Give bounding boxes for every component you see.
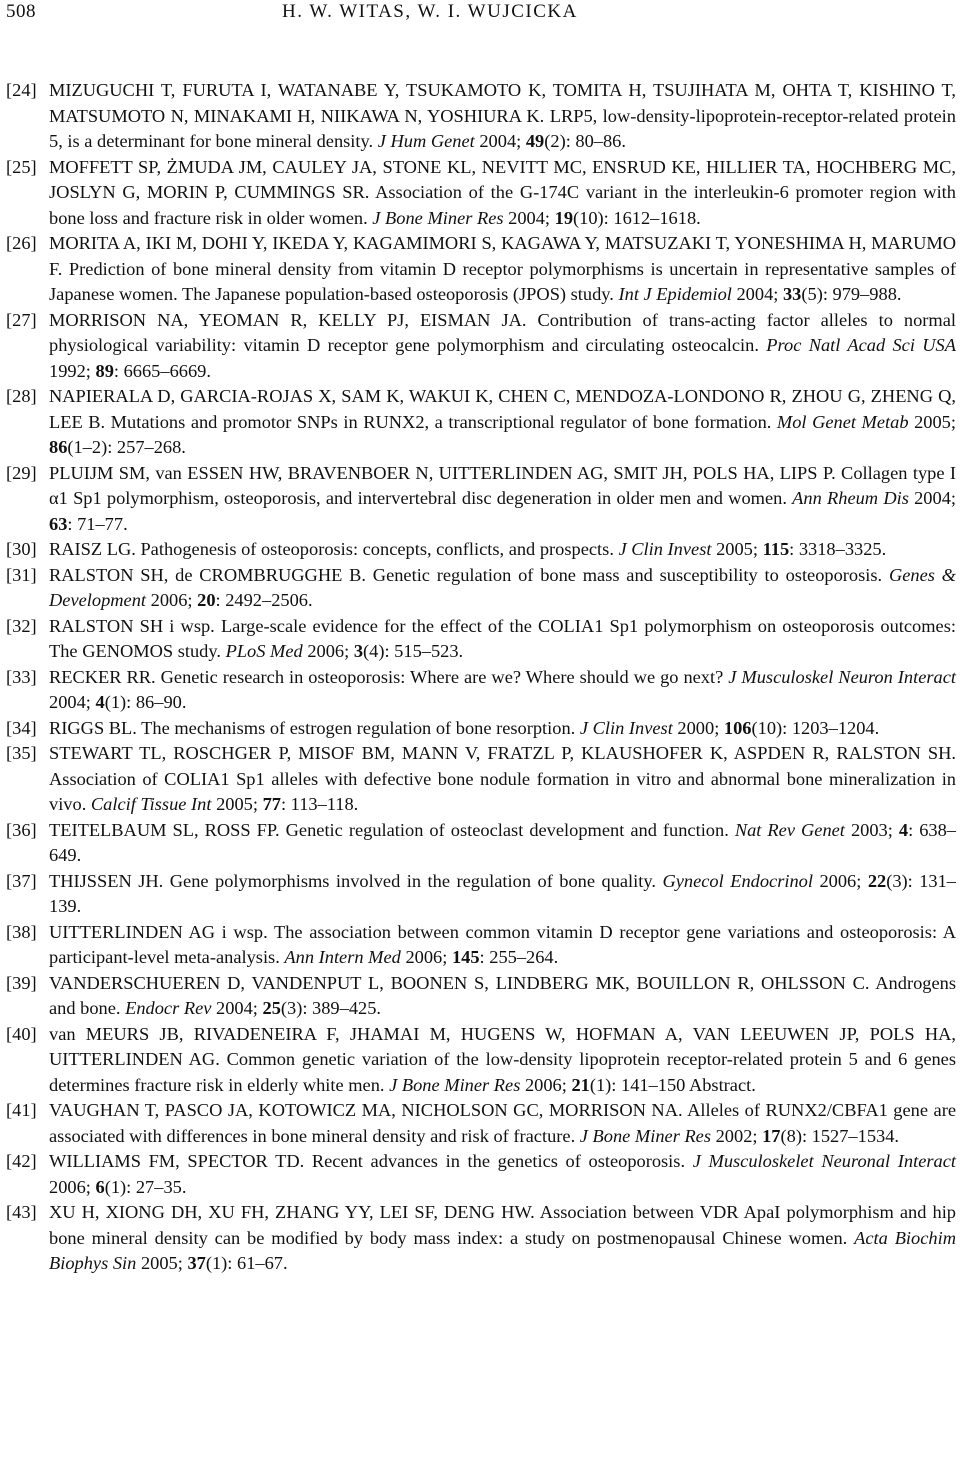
reference-journal: Endocr Rev — [125, 998, 212, 1018]
reference-volume: 77 — [262, 794, 281, 814]
reference-journal: Proc Natl Acad Sci USA — [766, 335, 956, 355]
reference-pages: : 113–118. — [280, 794, 359, 814]
reference-journal: Ann Rheum Dis — [792, 488, 909, 508]
reference-journal: J Clin Invest — [579, 717, 673, 738]
reference-pages: : 3318–3325. — [789, 539, 887, 559]
running-head: H. W. WITAS, W. I. WUJCICKA — [282, 1, 578, 22]
reference-number: [31] — [6, 564, 37, 585]
reference-authors: VAUGHAN T, PASCO JA, KOTOWICZ MA, NICHOLSON GC, MORRISON NA. — [49, 1100, 683, 1120]
reference-journal: J Musculoskel Neuron Interact — [728, 666, 956, 687]
reference-volume: 6 — [95, 1176, 105, 1197]
reference-item — [6, 741, 956, 818]
reference-year: 2004; — [211, 998, 263, 1018]
reference-item — [6, 78, 956, 155]
reference-volume: 37 — [187, 1253, 206, 1273]
page-header — [0, 0, 960, 32]
reference-volume: 63 — [49, 513, 68, 534]
reference-year: 2005; — [711, 539, 763, 559]
reference-title: LRP5, low-density-lipoprotein-receptor-related protein 5, is a determinant for bone mineral density. — [49, 105, 956, 151]
reference-number: [34] — [6, 717, 37, 738]
reference-journal: J Clin Invest — [618, 539, 712, 559]
reference-item — [6, 563, 956, 614]
reference-pages: (10): 1612–1618. — [573, 207, 701, 228]
reference-journal: Acta Biochim Biophys Sin — [49, 1227, 956, 1273]
reference-title: Common genetic variation of the low-density lipoprotein receptor-related protein 5 and 6 genes determines fracture risk in elderly white men. — [49, 1049, 956, 1095]
reference-pages: : 71–77. — [67, 513, 128, 534]
reference-pages: (2): 80–86. — [544, 131, 626, 151]
reference-title: Large-scale evidence for the effect of the COLIA1 Sp1 polymorphism on osteoporosis outcomes: The GENOMOS study. — [49, 615, 956, 661]
reference-journal: Mol Genet Metab — [776, 411, 909, 432]
reference-journal: Int J Epidemiol — [618, 284, 732, 304]
reference-year: 2006; — [146, 590, 198, 610]
reference-pages: : 255–264. — [479, 947, 559, 967]
reference-year: 2006; — [49, 1176, 96, 1197]
reference-number: [27] — [6, 309, 37, 330]
reference-volume: 49 — [525, 131, 545, 151]
reference-pages: : 2492–2506. — [215, 590, 313, 610]
reference-journal: J Musculoskelet Neuronal Interact — [692, 1151, 956, 1171]
reference-journal: Ann Intern Med — [284, 947, 401, 967]
reference-year: 2006; — [302, 641, 354, 661]
reference-authors: NAPIERALA D, GARCIA-ROJAS X, SAM K, WAKUI K, CHEN C, MENDOZA-LONDONO R, ZHOU G, ZHENG Q, LEE B. — [49, 386, 956, 432]
reference-title: The association between common vitamin D receptor gene variations and osteoporosis: A participant-level meta-analysis. — [49, 921, 956, 967]
reference-volume: 25 — [262, 998, 281, 1018]
reference-pages: : 6665–6669. — [113, 360, 211, 381]
reference-item — [6, 308, 956, 385]
reference-volume: 19 — [554, 207, 574, 228]
reference-title: Mutations and promotor SNPs in RUNX2, a transcriptional regulator of bone formation. — [105, 411, 777, 432]
reference-year: 2004; — [908, 488, 956, 508]
reference-volume: 86 — [49, 437, 68, 457]
reference-number: [39] — [6, 972, 37, 993]
reference-year: 2002; — [711, 1125, 763, 1146]
reference-pages: (1–2): 257–268. — [67, 437, 186, 457]
reference-pages: (10): 1203–1204. — [751, 717, 880, 738]
reference-title: Association between VDR ApaI polymorphism and hip bone mineral density can be modified by body mass index: a study on postmenopausal Chinese women. — [49, 1202, 957, 1248]
reference-year: 2005; — [908, 411, 956, 432]
reference-year: 2003; — [844, 819, 899, 840]
reference-volume: 20 — [197, 590, 216, 610]
reference-year: 2004; — [731, 284, 783, 304]
reference-item — [6, 1149, 956, 1200]
reference-pages: (1): 61–67. — [205, 1253, 288, 1273]
reference-number: [33] — [6, 666, 37, 687]
reference-journal: J Bone Miner Res — [372, 207, 504, 228]
reference-title: Association of COLIA1 Sp1 alleles with defective bone nodule formation in vitro and abnormal bone mineralization in vivo. — [49, 768, 956, 814]
reference-year: 2005; — [211, 794, 263, 814]
reference-authors: RAISZ LG. — [49, 539, 136, 559]
reference-journal: Nat Rev Genet — [734, 819, 845, 840]
reference-journal: Genes & Development — [49, 564, 956, 610]
reference-title: Alleles of RUNX2/CBFA1 gene are associated with differences in bone mineral density and risk of fracture. — [49, 1100, 956, 1146]
reference-authors: UITTERLINDEN AG i wsp. — [49, 921, 268, 942]
reference-number: [36] — [6, 819, 37, 840]
reference-journal: J Hum Genet — [377, 131, 475, 151]
reference-number: [41] — [6, 1100, 37, 1120]
reference-year: 1992; — [49, 360, 96, 381]
reference-volume: 21 — [571, 1074, 590, 1095]
reference-authors: VANDERSCHUEREN D, VANDENPUT L, BOONEN S, LINDBERG MK, BOUILLON R, OHLSSON C. — [49, 972, 870, 993]
reference-item — [6, 1022, 956, 1099]
reference-title: Association of the G-174C variant in the interleukin-6 promoter region with bone loss and fracture risk in older women. — [49, 182, 956, 228]
reference-number: [26] — [6, 233, 37, 253]
reference-list — [6, 78, 956, 1277]
reference-authors: MOFFETT SP, ŻMUDA JM, CAULEY JA, STONE KL, NEVITT MC, ENSRUD KE, HILLIER TA, HOCHBERG MC, JOSLYN G, MORIN P, CUMMINGS SR. — [49, 156, 956, 202]
reference-number: [25] — [6, 156, 37, 177]
reference-year: 2006; — [400, 947, 452, 967]
reference-pages: (1): 86–90. — [104, 692, 187, 712]
reference-authors: van MEURS JB, RIVADENEIRA F, JHAMAI M, HUGENS W, HOFMAN A, VAN LEEUWEN JP, POLS HA, UITTERLINDEN AG. — [49, 1023, 956, 1069]
reference-item — [6, 461, 956, 538]
reference-title: Contribution of trans-acting factor alleles to normal physiological variability: vitamin D receptor gene polymorphism and circulating osteocalcin. — [49, 309, 957, 355]
reference-authors: RECKER RR. — [49, 666, 156, 687]
reference-item — [6, 155, 956, 232]
reference-volume: 17 — [762, 1125, 781, 1146]
reference-title: Collagen type I α1 Sp1 polymorphism, osteoporosis, and intervertebral disc degeneration in older men and women. — [49, 462, 956, 508]
reference-pages: (5): 979–988. — [801, 284, 902, 304]
reference-year: 2000; — [672, 717, 724, 738]
reference-authors: XU H, XIONG DH, XU FH, ZHANG YY, LEI SF, DENG HW. — [49, 1202, 535, 1222]
reference-year: 2004; — [503, 207, 555, 228]
reference-journal: Calcif Tissue Int — [90, 794, 212, 814]
reference-authors: MIZUGUCHI T, FURUTA I, WATANABE Y, TSUKAMOTO K, TOMITA H, TSUJIHATA M, OHTA T, KISHINO T, MATSUMOTO N, MINAKAMI H, NIIKAWA N, YOSHIURA K. — [49, 80, 956, 126]
reference-authors: STEWART TL, ROSCHGER P, MISOF BM, MANN V, FRATZL P, KLAUSHOFER K, ASPDEN R, RALSTON SH. — [49, 743, 956, 763]
reference-pages: (3): 131–139. — [49, 870, 957, 916]
reference-number: [38] — [6, 921, 37, 942]
reference-pages: (3): 389–425. — [280, 998, 382, 1018]
reference-number: [30] — [6, 539, 37, 559]
reference-authors: THIJSSEN JH. — [49, 870, 164, 891]
reference-title: Pathogenesis of osteoporosis: concepts, conflicts, and prospects. — [135, 539, 619, 559]
reference-title: Genetic regulation of osteoclast development and function. — [279, 819, 735, 840]
reference-year: 2004; — [474, 131, 526, 151]
reference-title: Gene polymorphisms involved in the regulation of bone quality. — [163, 870, 663, 891]
reference-item — [6, 1098, 956, 1149]
reference-volume: 115 — [762, 539, 790, 559]
reference-title: Genetic regulation of bone mass and susceptibility to osteoporosis. — [366, 564, 889, 585]
reference-number: [37] — [6, 870, 37, 891]
reference-title: The mechanisms of estrogen regulation of bone resorption. — [136, 717, 580, 738]
reference-journal: Gynecol Endocrinol — [662, 870, 813, 891]
page-number: 508 — [6, 1, 36, 22]
reference-volume: 106 — [723, 717, 752, 738]
reference-volume: 3 — [353, 641, 364, 661]
reference-item — [6, 869, 956, 920]
reference-volume: 4 — [95, 692, 105, 712]
reference-authors: WILLIAMS FM, SPECTOR TD. — [49, 1151, 305, 1171]
reference-authors: MORRISON NA, YEOMAN R, KELLY PJ, EISMAN JA. — [49, 309, 527, 330]
reference-number: [42] — [6, 1151, 37, 1171]
reference-item — [6, 818, 956, 869]
reference-year: 2005; — [136, 1253, 188, 1273]
reference-item — [6, 614, 956, 665]
reference-year: 2004; — [49, 692, 96, 712]
reference-volume: 89 — [95, 360, 114, 381]
reference-title: Prediction of bone mineral density from vitamin D receptor polymorphisms is uncertain in representative samples of Japanese women. The Japanese population-based osteoporosis (JPOS) study. — [49, 258, 956, 304]
reference-item — [6, 1200, 956, 1277]
reference-journal: PLoS Med — [225, 641, 303, 661]
reference-number: [35] — [6, 743, 37, 763]
reference-title: Androgens and bone. — [49, 972, 956, 1018]
reference-volume: 145 — [451, 947, 480, 967]
reference-authors: RALSTON SH i wsp. — [49, 615, 215, 636]
reference-item — [6, 920, 956, 971]
reference-pages: (1): 141–150 Abstract. — [589, 1074, 756, 1095]
reference-journal: J Bone Miner Res — [579, 1125, 712, 1146]
reference-item — [6, 537, 956, 563]
reference-pages: (8): 1527–1534. — [780, 1125, 900, 1146]
reference-title: Genetic research in osteoporosis: Where are we? Where should we go next? — [155, 666, 729, 687]
reference-number: [29] — [6, 462, 37, 483]
reference-number: [24] — [6, 80, 37, 100]
reference-pages: (4): 515–523. — [363, 641, 464, 661]
reference-number: [40] — [6, 1023, 37, 1044]
reference-year: 2006; — [520, 1074, 572, 1095]
reference-item — [6, 384, 956, 461]
reference-number: [32] — [6, 615, 37, 636]
reference-authors: PLUIJM SM, van ESSEN HW, BRAVENBOER N, UITTERLINDEN AG, SMIT JH, POLS HA, LIPS P. — [49, 462, 836, 483]
reference-number: [28] — [6, 386, 37, 406]
reference-authors: TEITELBAUM SL, ROSS FP. — [49, 819, 280, 840]
reference-volume: 4 — [898, 819, 909, 840]
reference-authors: MORITA A, IKI M, DOHI Y, IKEDA Y, KAGAMIMORI S, KAGAWA Y, MATSUZAKI T, YONESHIMA H, MARUMO F. — [49, 233, 956, 279]
reference-title: Recent advances in the genetics of osteoporosis. — [304, 1151, 693, 1171]
reference-authors: RIGGS BL. — [49, 717, 137, 738]
reference-journal: J Bone Miner Res — [389, 1074, 521, 1095]
reference-pages: (1): 27–35. — [104, 1176, 187, 1197]
reference-item — [6, 971, 956, 1022]
reference-year: 2006; — [812, 870, 868, 891]
reference-volume: 22 — [867, 870, 887, 891]
reference-authors: RALSTON SH, de CROMBRUGGHE B. — [49, 564, 366, 585]
reference-volume: 33 — [782, 284, 802, 304]
reference-item — [6, 716, 956, 742]
reference-item — [6, 665, 956, 716]
reference-item — [6, 231, 956, 308]
reference-pages: : 638–649. — [49, 819, 956, 865]
reference-number: [43] — [6, 1202, 37, 1222]
